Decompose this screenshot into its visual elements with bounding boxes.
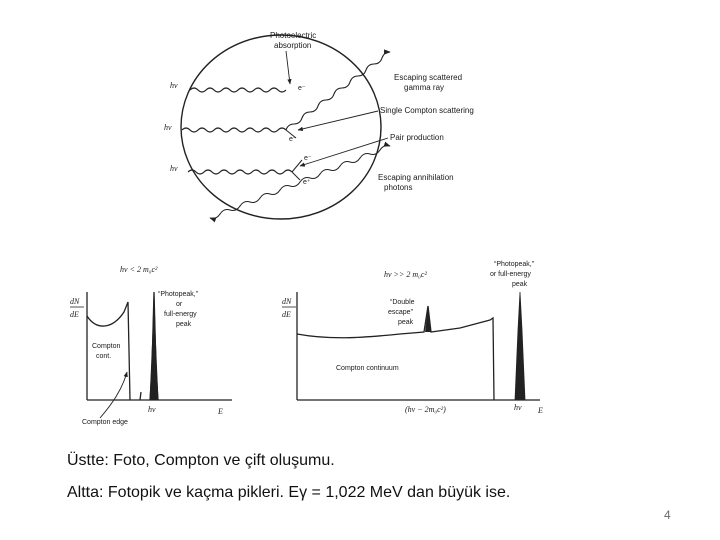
right-photopeak-label-3: peak [512, 281, 528, 288]
electron-label-3: e⁻ [304, 155, 312, 162]
right-compton-continuum [297, 306, 494, 400]
single-compton-leader [298, 111, 378, 130]
annihilation-label-2: photons [384, 183, 413, 192]
escaping-label-1: Escaping scattered [394, 73, 463, 82]
left-photopeak-label-3: full-energy [164, 311, 197, 318]
annihilation-label-1: Escaping annihilation [378, 173, 454, 182]
left-spectrum [70, 265, 232, 426]
incoming-photon-3 [188, 170, 292, 174]
right-ylabel-bottom: dE [282, 310, 291, 319]
right-photopeak [515, 292, 525, 400]
photoelectric-leader [286, 51, 290, 84]
left-compton-edge-label: Compton edge [82, 419, 128, 426]
left-photopeak-label-2: or [176, 301, 183, 308]
positron-label: e⁺ [303, 179, 311, 186]
right-double-label-3: peak [398, 319, 414, 326]
right-spectrum [282, 261, 543, 415]
annihilation-photon-1 [300, 146, 390, 183]
electron-label-1: e⁻ [298, 85, 306, 92]
caption-line-2: Altta: Fotopik ve kaçma pikleri. Eγ = 1,022 MeV dan büyük ise. [67, 484, 511, 501]
right-double-label-1: “Double [390, 299, 415, 306]
interaction-diagram [164, 31, 474, 219]
right-continuum-label: Compton continuum [336, 365, 399, 372]
photoelectric-label-1: Photoelectric [270, 31, 317, 40]
left-compton-label-1: Compton [92, 343, 121, 350]
incoming-photon-1 [190, 88, 286, 92]
annihilation-photon-2 [210, 182, 300, 219]
left-photopeak-label-4: peak [176, 321, 192, 328]
incoming-photon-2 [182, 128, 286, 132]
left-xlabel: E [218, 407, 223, 416]
left-compton-label-2: cont. [96, 353, 112, 360]
right-ylabel-top: dN [282, 297, 292, 306]
right-x-double-label: (hν − 2m₀c²) [405, 405, 446, 414]
right-photopeak-label-1: “Photopeak,” [494, 261, 535, 268]
left-photopeak-label-1: “Photopeak,” [158, 291, 199, 298]
right-x-peak-label: hν [514, 403, 522, 412]
electron-label-2: e⁻ [289, 136, 297, 143]
pair-production-label: Pair production [390, 133, 444, 142]
photon-in-label-3: hν [170, 164, 178, 173]
left-compton-edge-leader [100, 372, 127, 418]
pair-track-positron [292, 172, 300, 180]
left-ylabel-bottom: dE [70, 310, 79, 319]
caption-line-1: Üstte: Foto, Compton ve çift oluşumu. [67, 452, 335, 469]
page-number: 4 [664, 508, 671, 522]
right-condition: hν >> 2 m₀c² [384, 270, 427, 279]
left-ylabel-top: dN [70, 297, 80, 306]
detector-crystal [181, 35, 381, 219]
left-x-peak-label: hν [148, 405, 156, 414]
escaping-label-2: gamma ray [404, 83, 445, 92]
photon-in-label-2: hν [164, 123, 172, 132]
photon-in-label-1: hν [170, 81, 178, 90]
single-compton-label: Single Compton scattering [380, 106, 474, 115]
right-double-label-2: escape” [388, 309, 413, 316]
right-photopeak-label-2: or full-energy [490, 271, 531, 278]
photoelectric-label-2: absorption [274, 41, 312, 50]
left-condition: hν < 2 m₀c² [120, 265, 158, 274]
right-xlabel: E [538, 406, 543, 415]
left-photopeak [150, 292, 158, 400]
